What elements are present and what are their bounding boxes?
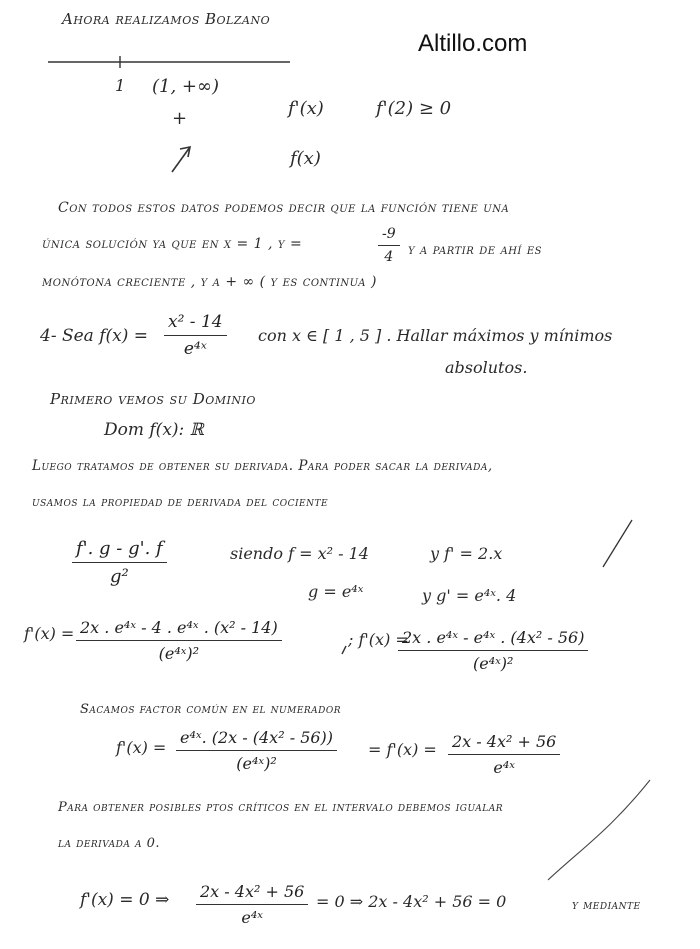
fprime3-num-2: 2x - 4x² + 56 <box>448 732 560 755</box>
final-tail: y mediante <box>572 898 641 913</box>
sign-fx: f(x) <box>290 148 321 169</box>
problem-statement-a: 4- Sea f(x) = <box>40 326 149 346</box>
fprime1-num: 2x . e⁴ˣ - 4 . e⁴ˣ . (x² - 14) <box>76 618 282 641</box>
increasing-arrow <box>172 147 190 172</box>
fprime3-mid: = f'(x) = <box>368 740 437 759</box>
conclusion-line-1: Con todos estos datos podemos decir que la función tiene una <box>58 200 510 216</box>
critical-intro-1: Para obtener posibles ptos críticos en el intervalo debemos igualar <box>58 800 504 815</box>
domain-intro: Primero vemos su Dominio <box>50 390 256 408</box>
derivative-intro-2: usamos la propiedad de derivada del cociente <box>32 494 329 510</box>
margin-stroke <box>603 520 632 567</box>
final-rhs: = 0 ⇒ 2x - 4x² + 56 = 0 <box>316 892 507 911</box>
fprime2-fraction <box>398 628 588 673</box>
fprime3-den: (e⁴ˣ)² <box>236 754 277 773</box>
margin-stroke-2 <box>548 780 650 880</box>
conclusion-fraction <box>378 226 400 265</box>
siendo-g: g = e⁴ˣ <box>308 582 364 601</box>
conclusion-fraction-num: -9 <box>378 226 400 246</box>
fprime2-den: (e⁴ˣ)² <box>473 654 514 673</box>
derivative-intro-1: Luego tratamos de obtener su derivada. Para poder sacar la derivada, <box>32 458 493 474</box>
sign-x-value: 1 <box>115 76 126 95</box>
domain-value: Dom f(x): ℝ <box>104 420 204 440</box>
fprime1-den: (e⁴ˣ)² <box>158 644 200 663</box>
fprime3-fraction <box>176 728 337 773</box>
conclusion-line-3: monótona creciente , y a + ∞ ( y es continua ) <box>42 274 377 290</box>
final-lhs: f'(x) = 0 ⇒ <box>80 890 170 910</box>
fprime1-lhs: f'(x) = <box>24 624 75 643</box>
critical-intro-2: la derivada a 0. <box>58 836 160 851</box>
problem-fraction <box>164 312 227 359</box>
fprime3-num: e⁴ˣ. (2x - (4x² - 56)) <box>176 728 337 751</box>
sign-interval: (1, +∞) <box>152 76 220 97</box>
final-num: 2x - 4x² + 56 <box>196 882 308 905</box>
problem-fraction-num: x² - 14 <box>164 312 227 336</box>
siendo-f: siendo f = x² - 14 <box>230 544 369 563</box>
quotient-rule-den: g² <box>109 566 129 587</box>
fprime2-lhs: ; f'(x) = <box>348 630 409 649</box>
sign-plus: + <box>172 108 188 129</box>
fprime3-fraction-2 <box>448 732 560 777</box>
watermark-logo: Altillo.com <box>418 30 528 57</box>
final-fraction <box>196 882 308 927</box>
quotient-rule <box>72 538 167 587</box>
fprime3-lhs: f'(x) = <box>116 738 167 757</box>
fprime1-fraction <box>76 618 282 663</box>
fprime3-den-2: e⁴ˣ <box>493 758 515 777</box>
siendo-gprime: y g' = e⁴ˣ. 4 <box>422 586 517 605</box>
sign-fprime: f'(x) <box>288 98 324 119</box>
heading: Ahora realizamos Bolzano <box>62 10 271 28</box>
separator-mark <box>342 646 346 654</box>
siendo-fprime: y f' = 2.x <box>430 544 503 563</box>
factor-intro: Sacamos factor común en el numerador <box>80 702 342 717</box>
fprime2-num: 2x . e⁴ˣ - e⁴ˣ . (4x² - 56) <box>398 628 588 651</box>
conclusion-line-2b: y a partir de ahí es <box>408 242 542 258</box>
conclusion-line-2a: única solución ya que en x = 1 , y = <box>42 236 303 252</box>
conclusion-fraction-den: 4 <box>384 249 394 265</box>
problem-statement-b: con x ∈ [ 1 , 5 ] . Hallar máximos y mínimos <box>258 326 613 345</box>
problem-fraction-den: e⁴ˣ <box>183 339 207 359</box>
quotient-rule-num: f'. g - g'. f <box>72 538 167 563</box>
problem-statement-c: absolutos. <box>445 358 528 377</box>
sign-fprime-2: f'(2) ≥ 0 <box>376 98 452 119</box>
final-den: e⁴ˣ <box>241 908 263 927</box>
